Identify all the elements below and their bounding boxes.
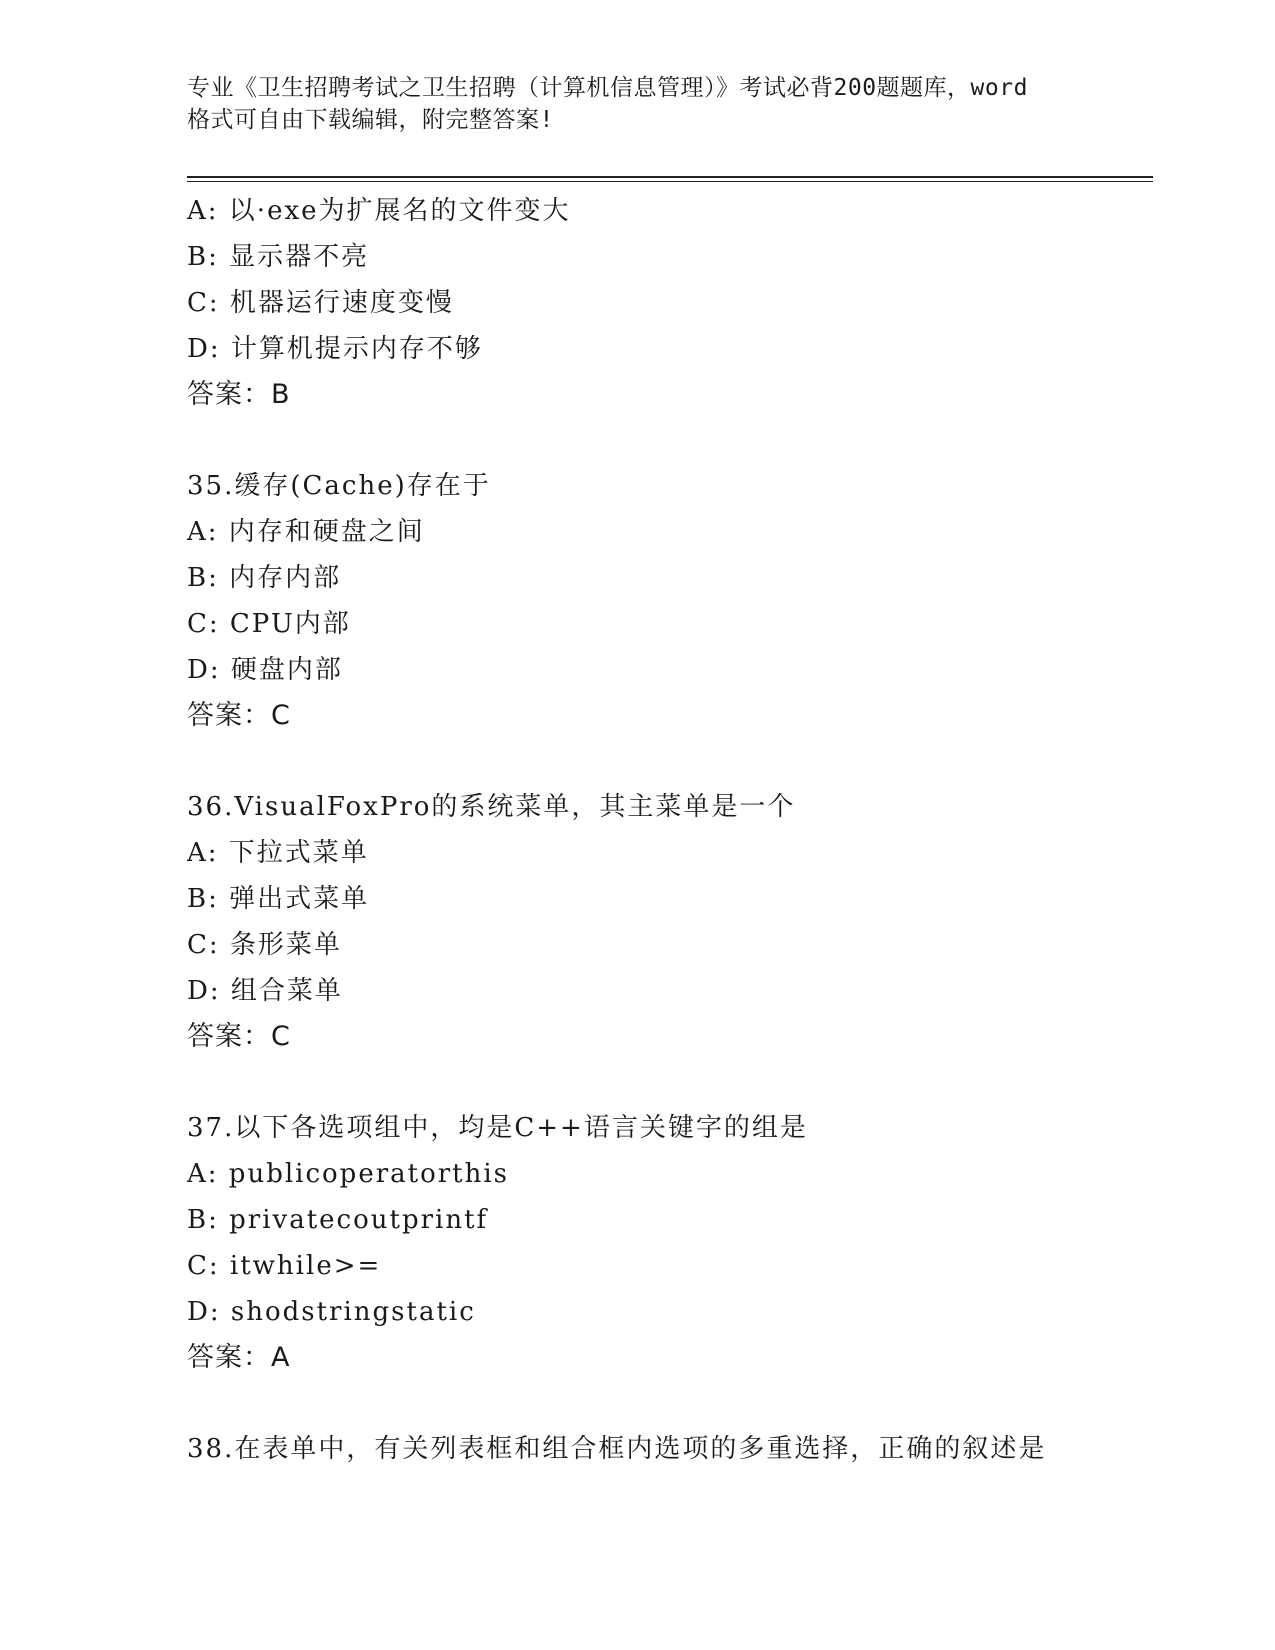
question-block-38 bbox=[187, 1426, 1147, 1472]
header-divider-thin bbox=[187, 181, 1153, 182]
question-stem: 37.以下各选项组中，均是C++语言关键字的组是 bbox=[187, 1113, 808, 1143]
option-d: D: 硬盘内部 bbox=[187, 655, 343, 685]
question-block-35 bbox=[187, 463, 1147, 739]
question-block-36 bbox=[187, 784, 1147, 1060]
option-d: D: shodstringstatic bbox=[187, 1297, 476, 1327]
document-header bbox=[187, 72, 1087, 136]
header-line-2: 格式可自由下载编辑，附完整答案! bbox=[187, 107, 554, 133]
header-line-1: 专业《卫生招聘考试之卫生招聘（计算机信息管理）》考试必背200题题库，word bbox=[187, 75, 1028, 101]
option-a: A: publicoperatorthis bbox=[187, 1159, 510, 1189]
question-block-34 bbox=[187, 188, 1147, 418]
option-c: C: CPU内部 bbox=[187, 609, 351, 639]
question-stem: 35.缓存(Cache)存在于 bbox=[187, 471, 491, 501]
option-c: C: itwhile>= bbox=[187, 1251, 382, 1281]
answer-line: 答案：B bbox=[187, 379, 291, 410]
block-spacer bbox=[187, 418, 1147, 463]
option-d: D: 组合菜单 bbox=[187, 976, 343, 1006]
answer-line: 答案：C bbox=[187, 700, 291, 731]
question-stem: 36.VisualFoxPro的系统菜单，其主菜单是一个 bbox=[187, 792, 796, 822]
answer-line: 答案：C bbox=[187, 1021, 291, 1052]
option-a: A: 下拉式菜单 bbox=[187, 838, 369, 868]
option-c: C: 机器运行速度变慢 bbox=[187, 288, 454, 318]
question-stem: 38.在表单中，有关列表框和组合框内选项的多重选择，正确的叙述是 bbox=[187, 1434, 1047, 1464]
option-a: A: 以·exe为扩展名的文件变大 bbox=[187, 196, 571, 226]
question-list bbox=[187, 188, 1147, 1472]
block-spacer bbox=[187, 739, 1147, 784]
option-d: D: 计算机提示内存不够 bbox=[187, 334, 483, 364]
option-b: B: 弹出式菜单 bbox=[187, 884, 370, 914]
header-divider-thick bbox=[187, 176, 1153, 178]
option-b: B: 显示器不亮 bbox=[187, 242, 370, 272]
answer-line: 答案：A bbox=[187, 1342, 291, 1373]
option-b: B: 内存内部 bbox=[187, 563, 342, 593]
block-spacer bbox=[187, 1381, 1147, 1426]
option-b: B: privatecoutprintf bbox=[187, 1205, 489, 1235]
question-block-37 bbox=[187, 1105, 1147, 1381]
block-spacer bbox=[187, 1060, 1147, 1105]
option-a: A: 内存和硬盘之间 bbox=[187, 517, 425, 547]
option-c: C: 条形菜单 bbox=[187, 930, 342, 960]
